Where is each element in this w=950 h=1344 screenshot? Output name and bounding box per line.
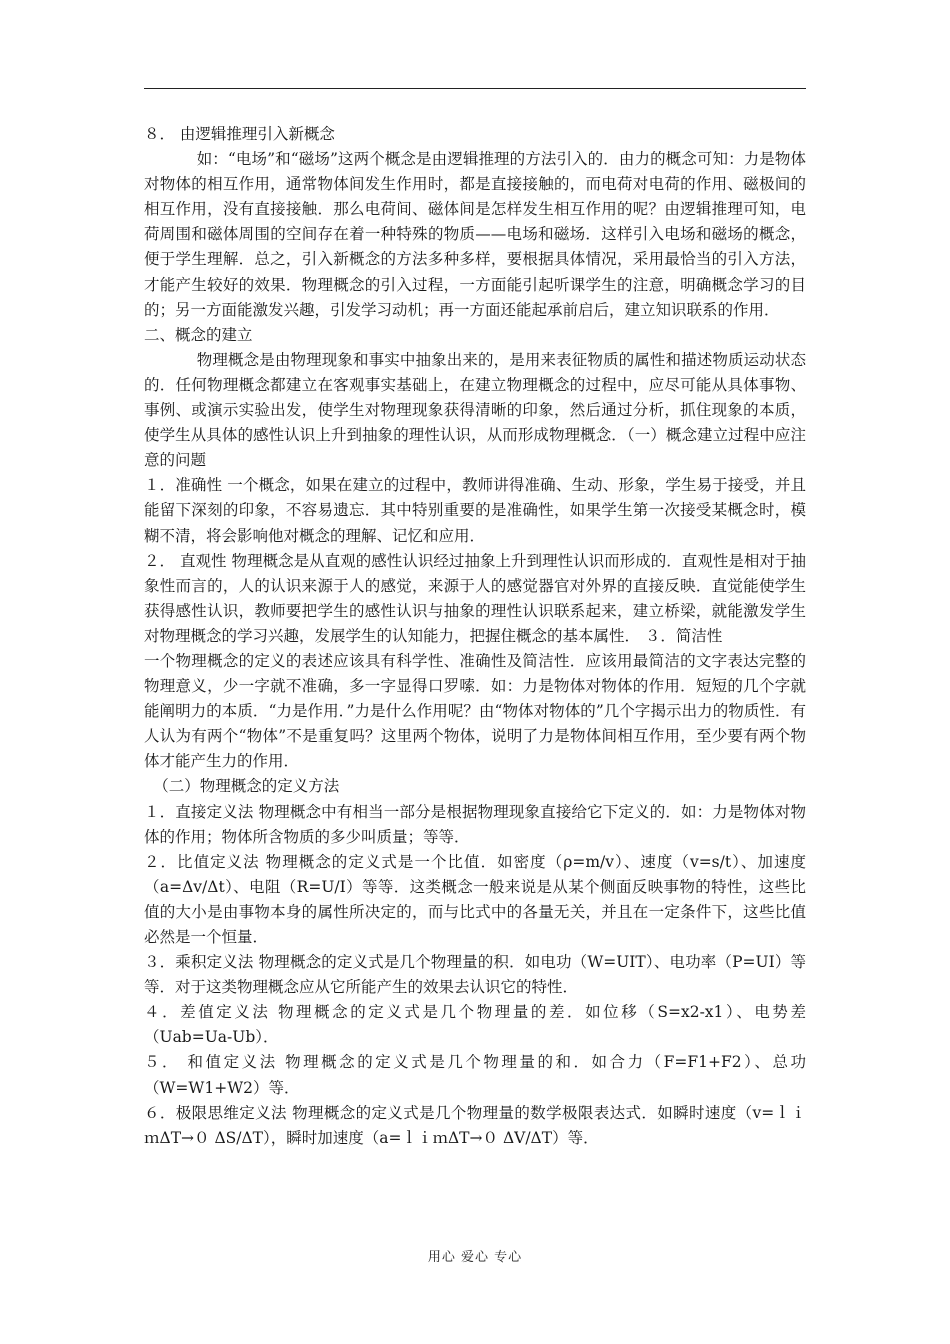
paragraph-direct-definition: １．直接定义法 物理概念中有相当一部分是根据物理现象直接给它下定义的．如：力是物体对物体的作用；物体所含物质的多少叫质量；等等． [144,802,806,846]
paragraph-ratio-definition: ２．比值定义法 物理概念的定义式是一个比值．如密度（ρ=m/v）、速度（v=s/t）、加速度（a=Δv/Δt）、电阻（R=U/I）等等．这类概念一般来说是从某个侧面反映事物的特性，这些比值的大小是由事物本身的属性所决定的，而与比式中的各量无关，并且在一定条件下，这些比值必然是一个恒量． [144,852,806,946]
paragraph-field-example: 如：“电场”和“磁场”这两个概念是由逻辑推理的方法引入的．由力的概念可知：力是物体对物体的相互作用，通常物体间发生作用时，都是直接接触的，而电荷对电荷的作用、磁极间的相互作用，没有直接接触．那么电荷间、磁体间是怎样发生相互作用的呢？由逻辑推理可知，电荷周围和磁体周围的空间存在着一种特殊的物质——电场和磁场．这样引入电场和磁场的概念，便于学生理解．总之，引入新概念的方法多种多样，要根据具体情况，采用最恰当的引入方法，才能产生较好的效果．物理概念的引入过程，一方面能引起听课学生的注意，明确概念学习的目的；另一方面能激发兴趣，引发学习动机；再一方面还能起承前启后，建立知识联系的作用． [144,150,806,319]
page-footer: 用心 爱心 专心 [427,1250,523,1265]
header-rule [144,88,806,89]
paragraph-intuitiveness: ２． 直观性 物理概念是从直观的感性认识经过抽象上升到理性认识而形成的．直观性是相对于抽象性而言的，人的认识来源于人的感觉，来源于人的感觉器官对外界的直接反映．直觉能使学生获得感性认识，教师要把学生的感性认识与抽象的理性认识联系起来，建立桥梁，就能激发学生对物理概念的学习兴趣，发展学生的认知能力，把握住概念的基本属性． ３．简洁性 [144,551,806,645]
paragraph-sum-definition: ５． 和值定义法 物理概念的定义式是几个物理量的和．如合力（F=F1+F2）、总功（W=W1+W2）等． [144,1053,806,1097]
section-heading-2: 二、概念的建立 [144,325,253,344]
paragraph-concept-building: 物理概念是由物理现象和事实中抽象出来的，是用来表征物质的属性和描述物质运动状态的．任何物理概念都建立在客观事实基础上，在建立物理概念的过程中，应尽可能从具体事物、事例、或演示实验出发，使学生对物理现象获得清晰的印象，然后通过分析，抓住现象的本质，使学生从具体的感性认识上升到抽象的理性认识，从而形成物理概念．（一）概念建立过程中应注意的问题 [144,350,806,470]
subsection-heading-definition: （二）物理概念的定义方法 [153,777,340,796]
paragraph-accuracy: １．准确性 一个概念，如果在建立的过程中，教师讲得准确、生动、形象，学生易于接受，并且能留下深刻的印象，不容易遗忘．其中特别重要的是准确性，如果学生第一次接受某概念时，模糊不清，将会影响他对概念的理解、记忆和应用． [144,476,806,545]
paragraph-limit-definition: ６．极限思维定义法 物理概念的定义式是几个物理量的数学极限表达式．如瞬时速度（v=ｌｉｍΔT→０ ΔS/ΔT），瞬时加速度（a=ｌｉｍΔT→０ ΔV/ΔT）等． [144,1103,806,1147]
paragraph-conciseness: 一个物理概念的定义的表述应该具有科学性、准确性及简洁性．应该用最简洁的文字表达完整的物理意义，少一字就不准确，多一字显得口罗嗦．如：力是物体对物体的作用．短短的几个字就能阐明力的本质．“力是作用．”力是什么作用呢？由“物体对物体的”几个字揭示出力的物质性．有人认为有两个“物体”不是重复吗？这里两个物体，说明了力是物体间相互作用，至少要有两个物体才能产生力的作用． [144,651,806,771]
section-heading-8: ８． 由逻辑推理引入新概念 [144,125,335,143]
paragraph-difference-definition: ４．差值定义法 物理概念的定义式是几个物理量的差．如位移（S=x2-x1）、电势差（Uab=Ua-Ub）． [144,1003,806,1047]
document-body [144,122,806,1151]
paragraph-product-definition: ３．乘积定义法 物理概念的定义式是几个物理量的积．如电功（W=UIT）、电功率（P=UI）等等．对于这类物理概念应从它所能产生的效果去认识它的特性． [144,953,806,997]
